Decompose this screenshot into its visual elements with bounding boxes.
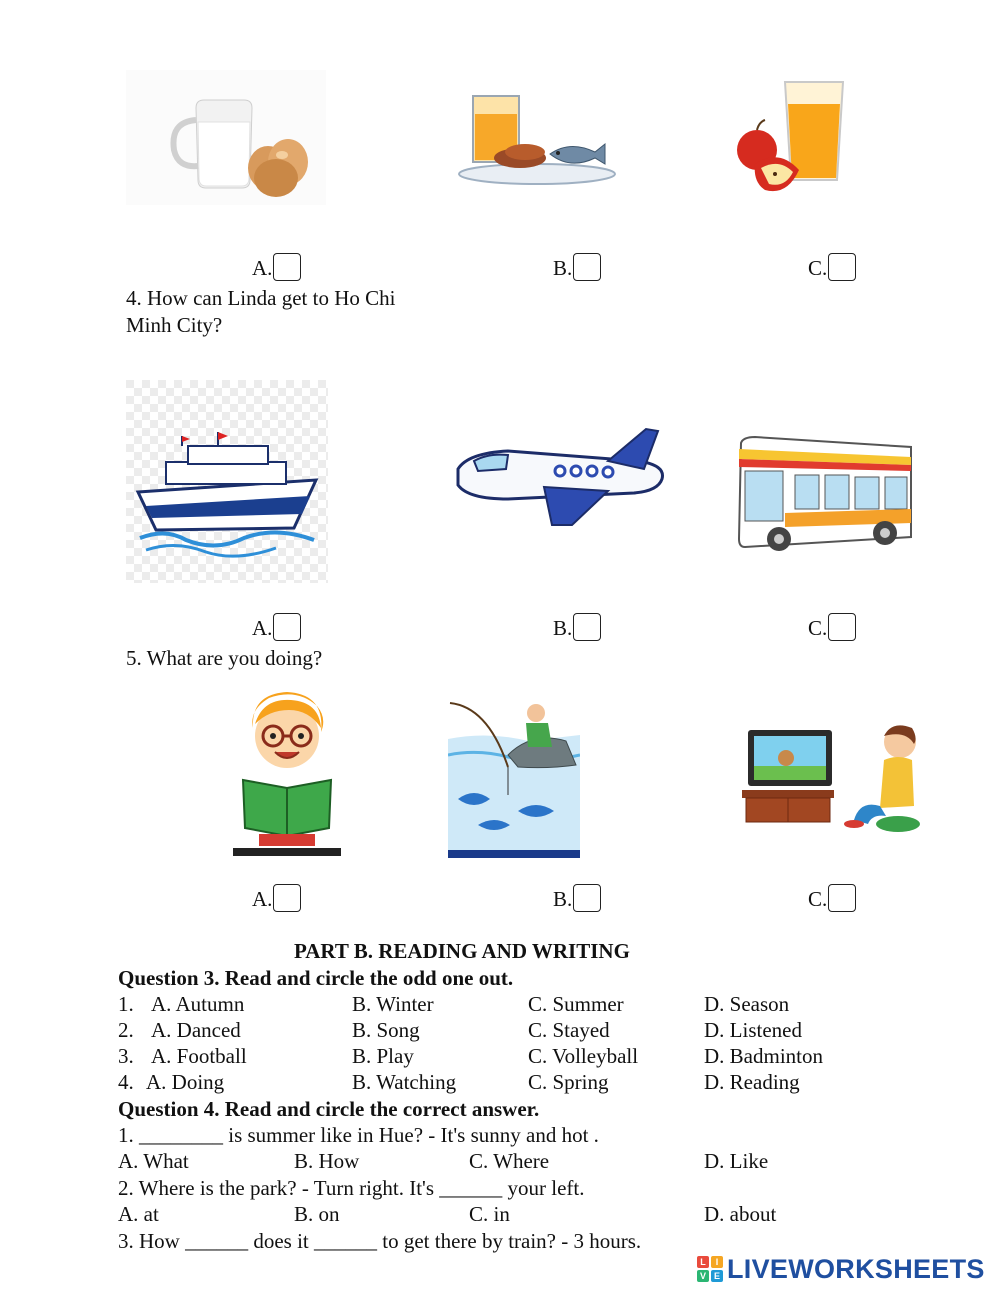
question-item-2: 2. Where is the park? - Turn right. It's ______ your left. <box>118 1176 585 1200</box>
choice-d[interactable]: D. Reading <box>704 1070 800 1094</box>
question-item-3: 3. How ______ does it ______ to get there by train? - 3 hours. <box>118 1229 642 1253</box>
milk-eggs-image <box>126 70 326 205</box>
boy-watching-tv-image <box>742 720 927 835</box>
option-a: A. <box>252 616 301 644</box>
answer-checkbox-a[interactable] <box>273 884 301 912</box>
choice-a[interactable]: A. Football <box>151 1044 247 1068</box>
choice-d[interactable]: D. Listened <box>704 1018 802 1042</box>
ship-image <box>126 380 328 583</box>
choice-a[interactable]: A. What <box>118 1149 189 1173</box>
choice-c[interactable]: C. Where <box>469 1149 550 1173</box>
odd-one-out-row <box>118 1018 878 1044</box>
option-b: B. <box>553 256 601 284</box>
choice-b[interactable]: B. Watching <box>352 1070 457 1094</box>
row-number: 4. <box>118 1070 134 1094</box>
choice-b[interactable]: B. Song <box>352 1018 420 1042</box>
answer-checkbox-b[interactable] <box>573 613 601 641</box>
choice-d[interactable]: D. Season <box>704 992 790 1016</box>
odd-one-out-row <box>118 1044 878 1070</box>
odd-one-out-row <box>118 992 878 1018</box>
choice-d[interactable]: D. about <box>704 1202 777 1226</box>
question-4-title: Question 4. Read and circle the correct answer. <box>118 1097 540 1121</box>
answer-checkbox-c[interactable] <box>828 884 856 912</box>
bus-image <box>735 435 915 557</box>
answer-checkbox-b[interactable] <box>573 884 601 912</box>
row-number: 2. <box>118 1018 134 1042</box>
choice-c[interactable]: C. in <box>469 1202 510 1226</box>
logo-text: LIVEWORKSHEETS <box>727 1253 985 1284</box>
row-number: 3. <box>118 1044 134 1068</box>
option-a: A. <box>252 887 301 915</box>
logo-mark-icon: L I V E <box>697 1256 723 1282</box>
odd-one-out-row <box>118 1070 878 1096</box>
choice-c[interactable]: C. Stayed <box>528 1018 610 1042</box>
choice-d[interactable]: D. Badminton <box>704 1044 823 1068</box>
answer-checkbox-a[interactable] <box>273 613 301 641</box>
option-b: B. <box>553 616 601 644</box>
answer-checkbox-c[interactable] <box>828 613 856 641</box>
question-3-title: Question 3. Read and circle the odd one out. <box>118 966 514 990</box>
choice-b[interactable]: B. How <box>294 1149 360 1173</box>
choice-b[interactable]: B. Play <box>352 1044 414 1068</box>
juice-fish-plate-image <box>455 92 620 187</box>
choice-d[interactable]: D. Like <box>704 1149 769 1173</box>
part-b-title: PART B. READING AND WRITING <box>294 939 630 963</box>
choice-c[interactable]: C. Spring <box>528 1070 609 1094</box>
boy-reading-image <box>233 688 341 856</box>
man-fishing-image <box>448 695 580 858</box>
choice-c[interactable]: C. Summer <box>528 992 624 1016</box>
answer-checkbox-b[interactable] <box>573 253 601 281</box>
choice-c[interactable]: C. Volleyball <box>528 1044 639 1068</box>
option-a: A. <box>252 256 301 284</box>
question-4-text: 4. How can Linda get to Ho Chi Minh City? <box>126 286 396 337</box>
choice-b[interactable]: B. on <box>294 1202 340 1226</box>
choice-b[interactable]: B. Winter <box>352 992 434 1016</box>
choice-a[interactable]: A. at <box>118 1202 159 1226</box>
airplane-image <box>448 425 678 530</box>
answer-row <box>118 1149 878 1175</box>
choice-a[interactable]: A. Doing <box>146 1070 225 1094</box>
liveworksheets-logo <box>697 1254 985 1284</box>
answer-checkbox-c[interactable] <box>828 253 856 281</box>
option-c: C. <box>808 887 856 915</box>
option-c: C. <box>808 256 856 284</box>
answer-checkbox-a[interactable] <box>273 253 301 281</box>
answer-row <box>118 1202 878 1228</box>
option-c: C. <box>808 616 856 644</box>
question-5-text: 5. What are you doing? <box>126 646 323 670</box>
apple-juice-image <box>735 78 850 198</box>
row-number: 1. <box>118 992 134 1016</box>
question-item-1: 1. ________ is summer like in Hue? - It's sunny and hot . <box>118 1123 599 1147</box>
choice-a[interactable]: A. Danced <box>151 1018 241 1042</box>
option-b: B. <box>553 887 601 915</box>
choice-a[interactable]: A. Autumn <box>151 992 245 1016</box>
